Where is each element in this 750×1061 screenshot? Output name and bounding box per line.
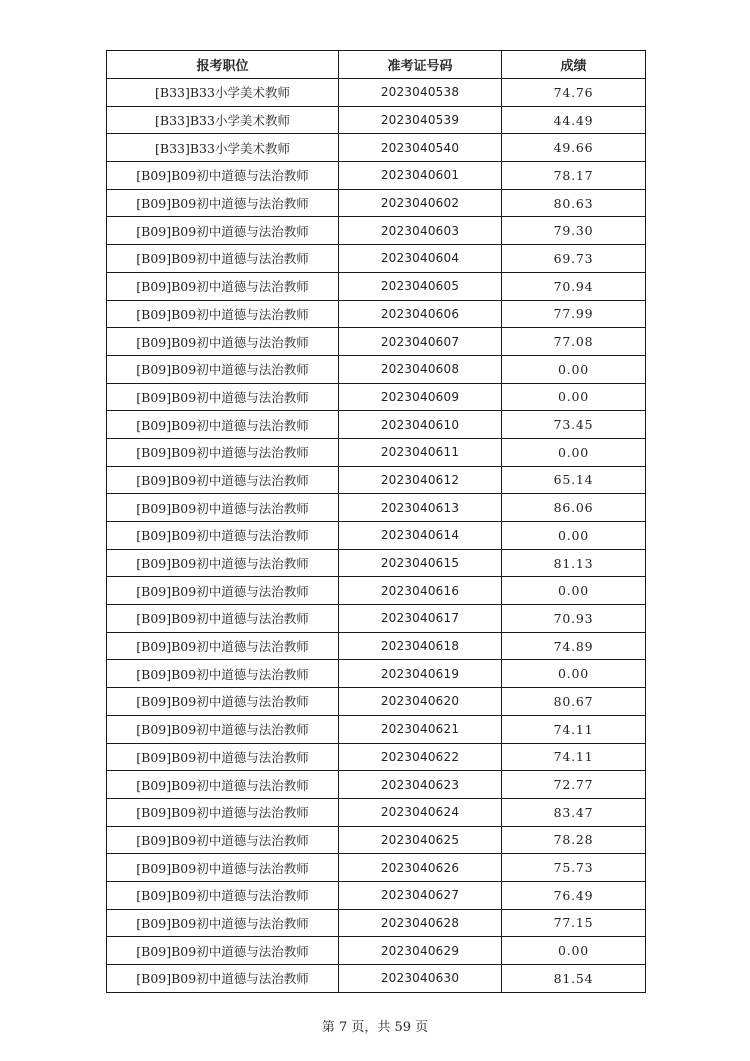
position-cell: [B09]B09初中道德与法治教师 (107, 522, 339, 550)
score-cell: 72.77 (502, 771, 646, 799)
score-cell: 0.00 (502, 355, 646, 383)
position-cell: [B09]B09初中道德与法治教师 (107, 688, 339, 716)
table-row (107, 245, 646, 273)
score-cell: 86.06 (502, 494, 646, 522)
ticket-number-cell: 2023040607 (339, 328, 502, 356)
position-cell: [B09]B09初中道德与法治教师 (107, 217, 339, 245)
table-row (107, 743, 646, 771)
ticket-number-cell: 2023040614 (339, 522, 502, 550)
table-row (107, 798, 646, 826)
position-cell: [B09]B09初中道德与法治教师 (107, 771, 339, 799)
header-score: 成绩 (502, 51, 646, 79)
table-row (107, 383, 646, 411)
ticket-number-cell: 2023040601 (339, 162, 502, 190)
position-cell: [B09]B09初中道德与法治教师 (107, 438, 339, 466)
ticket-number-cell: 2023040627 (339, 881, 502, 909)
score-cell: 0.00 (502, 577, 646, 605)
position-cell: [B09]B09初中道德与法治教师 (107, 162, 339, 190)
table-row (107, 300, 646, 328)
score-cell: 80.67 (502, 688, 646, 716)
ticket-number-cell: 2023040602 (339, 189, 502, 217)
ticket-number-cell: 2023040610 (339, 411, 502, 439)
table-row (107, 494, 646, 522)
ticket-number-cell: 2023040538 (339, 79, 502, 107)
score-cell: 70.93 (502, 605, 646, 633)
score-cell: 80.63 (502, 189, 646, 217)
table-body (107, 79, 646, 993)
ticket-number-cell: 2023040625 (339, 826, 502, 854)
position-cell: [B09]B09初中道德与法治教师 (107, 577, 339, 605)
ticket-number-cell: 2023040623 (339, 771, 502, 799)
table-row (107, 854, 646, 882)
position-cell: [B09]B09初中道德与法治教师 (107, 798, 339, 826)
score-cell: 75.73 (502, 854, 646, 882)
score-table (106, 50, 646, 993)
position-cell: [B33]B33小学美术教师 (107, 134, 339, 162)
table-row (107, 466, 646, 494)
ticket-number-cell: 2023040626 (339, 854, 502, 882)
table-row (107, 632, 646, 660)
score-cell: 78.28 (502, 826, 646, 854)
position-cell: [B09]B09初中道德与法治教师 (107, 245, 339, 273)
table-row (107, 522, 646, 550)
ticket-number-cell: 2023040621 (339, 715, 502, 743)
table-row (107, 771, 646, 799)
position-cell: [B09]B09初中道德与法治教师 (107, 605, 339, 633)
table-row (107, 355, 646, 383)
score-cell: 77.15 (502, 909, 646, 937)
position-cell: [B09]B09初中道德与法治教师 (107, 881, 339, 909)
ticket-number-cell: 2023040540 (339, 134, 502, 162)
position-cell: [B09]B09初中道德与法治教师 (107, 937, 339, 965)
position-cell: [B09]B09初中道德与法治教师 (107, 826, 339, 854)
score-cell: 73.45 (502, 411, 646, 439)
ticket-number-cell: 2023040617 (339, 605, 502, 633)
position-cell: [B09]B09初中道德与法治教师 (107, 660, 339, 688)
table-row (107, 577, 646, 605)
ticket-number-cell: 2023040630 (339, 965, 502, 993)
score-cell: 74.89 (502, 632, 646, 660)
ticket-number-cell: 2023040613 (339, 494, 502, 522)
ticket-number-cell: 2023040615 (339, 549, 502, 577)
table-row (107, 881, 646, 909)
score-cell: 77.08 (502, 328, 646, 356)
score-cell: 74.76 (502, 79, 646, 107)
score-cell: 76.49 (502, 881, 646, 909)
ticket-number-cell: 2023040619 (339, 660, 502, 688)
header-row (107, 51, 646, 79)
score-cell: 81.13 (502, 549, 646, 577)
ticket-number-cell: 2023040618 (339, 632, 502, 660)
position-cell: [B09]B09初中道德与法治教师 (107, 854, 339, 882)
score-cell: 44.49 (502, 106, 646, 134)
table-row (107, 217, 646, 245)
score-cell: 0.00 (502, 438, 646, 466)
table-row (107, 189, 646, 217)
ticket-number-cell: 2023040611 (339, 438, 502, 466)
table-row (107, 79, 646, 107)
table-row (107, 328, 646, 356)
ticket-number-cell: 2023040605 (339, 272, 502, 300)
position-cell: [B09]B09初中道德与法治教师 (107, 909, 339, 937)
score-cell: 49.66 (502, 134, 646, 162)
table-row (107, 909, 646, 937)
table-row (107, 106, 646, 134)
ticket-number-cell: 2023040606 (339, 300, 502, 328)
position-cell: [B09]B09初中道德与法治教师 (107, 411, 339, 439)
header-ticket-number: 准考证号码 (339, 51, 502, 79)
table-row (107, 688, 646, 716)
table-row (107, 937, 646, 965)
score-cell: 0.00 (502, 660, 646, 688)
position-cell: [B09]B09初中道德与法治教师 (107, 715, 339, 743)
table-row (107, 162, 646, 190)
table-row (107, 715, 646, 743)
position-cell: [B09]B09初中道德与法治教师 (107, 383, 339, 411)
position-cell: [B09]B09初中道德与法治教师 (107, 632, 339, 660)
position-cell: [B09]B09初中道德与法治教师 (107, 272, 339, 300)
ticket-number-cell: 2023040612 (339, 466, 502, 494)
ticket-number-cell: 2023040609 (339, 383, 502, 411)
ticket-number-cell: 2023040622 (339, 743, 502, 771)
score-cell: 0.00 (502, 937, 646, 965)
table-row (107, 826, 646, 854)
table-row (107, 605, 646, 633)
score-cell: 77.99 (502, 300, 646, 328)
position-cell: [B09]B09初中道德与法治教师 (107, 328, 339, 356)
ticket-number-cell: 2023040616 (339, 577, 502, 605)
position-cell: [B09]B09初中道德与法治教师 (107, 300, 339, 328)
table-row (107, 438, 646, 466)
score-cell: 69.73 (502, 245, 646, 273)
score-cell: 65.14 (502, 466, 646, 494)
position-cell: [B33]B33小学美术教师 (107, 106, 339, 134)
score-cell: 0.00 (502, 383, 646, 411)
position-cell: [B09]B09初中道德与法治教师 (107, 549, 339, 577)
score-cell: 81.54 (502, 965, 646, 993)
position-cell: [B09]B09初中道德与法治教师 (107, 466, 339, 494)
position-cell: [B09]B09初中道德与法治教师 (107, 189, 339, 217)
ticket-number-cell: 2023040628 (339, 909, 502, 937)
position-cell: [B09]B09初中道德与法治教师 (107, 965, 339, 993)
ticket-number-cell: 2023040604 (339, 245, 502, 273)
score-cell: 74.11 (502, 715, 646, 743)
header-position: 报考职位 (107, 51, 339, 79)
score-cell: 74.11 (502, 743, 646, 771)
position-cell: [B33]B33小学美术教师 (107, 79, 339, 107)
position-cell: [B09]B09初中道德与法治教师 (107, 743, 339, 771)
ticket-number-cell: 2023040620 (339, 688, 502, 716)
score-cell: 83.47 (502, 798, 646, 826)
table-row (107, 549, 646, 577)
ticket-number-cell: 2023040539 (339, 106, 502, 134)
table-row (107, 660, 646, 688)
table-row (107, 272, 646, 300)
position-cell: [B09]B09初中道德与法治教师 (107, 355, 339, 383)
score-cell: 79.30 (502, 217, 646, 245)
page-footer: 第 7 页，共 59 页 (321, 1020, 429, 1035)
ticket-number-cell: 2023040624 (339, 798, 502, 826)
table-row (107, 965, 646, 993)
table-row (107, 411, 646, 439)
ticket-number-cell: 2023040608 (339, 355, 502, 383)
table-row (107, 134, 646, 162)
position-cell: [B09]B09初中道德与法治教师 (107, 494, 339, 522)
score-cell: 70.94 (502, 272, 646, 300)
ticket-number-cell: 2023040603 (339, 217, 502, 245)
score-cell: 78.17 (502, 162, 646, 190)
score-cell: 0.00 (502, 522, 646, 550)
ticket-number-cell: 2023040629 (339, 937, 502, 965)
